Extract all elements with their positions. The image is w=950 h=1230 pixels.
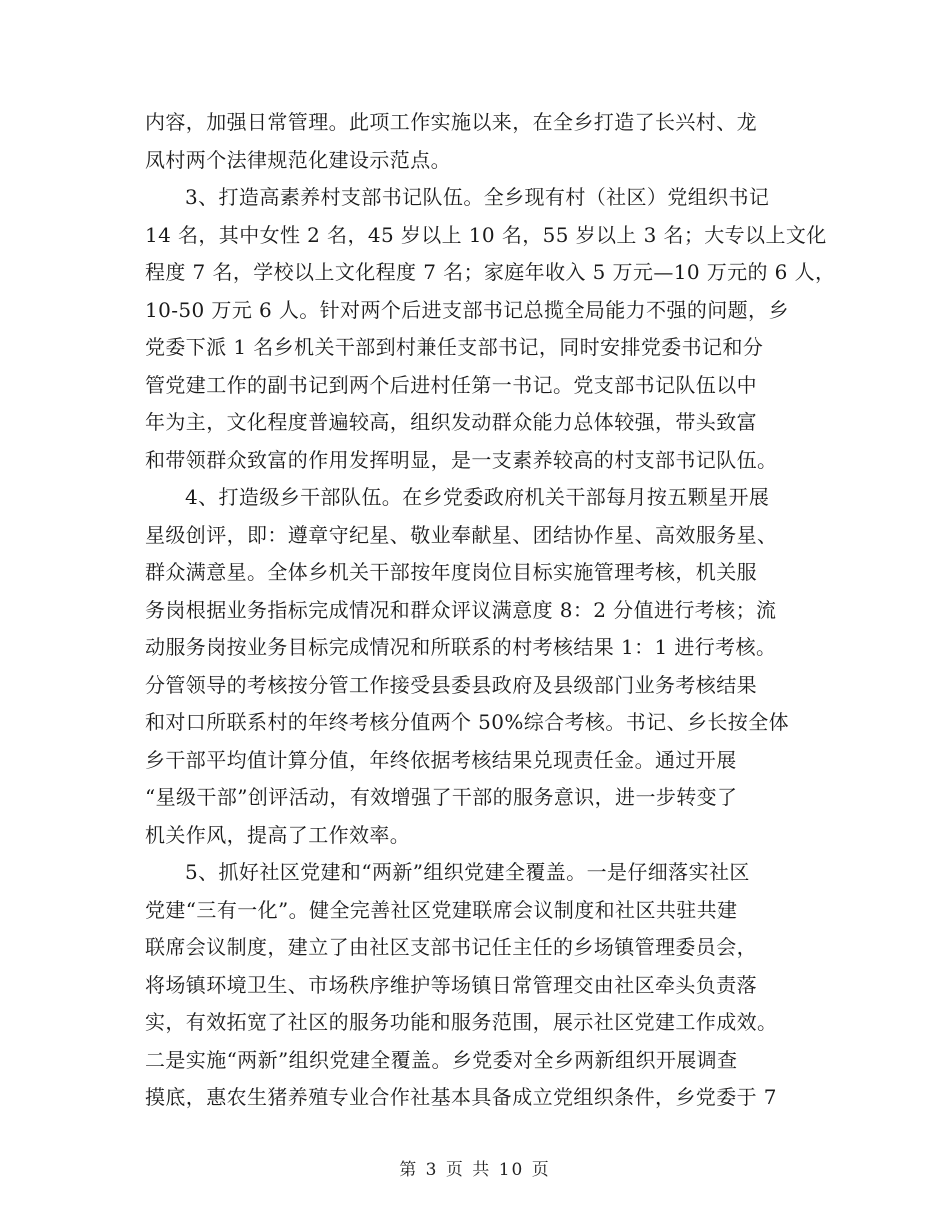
paragraph-4-start: 4、打造级乡干部队伍。在乡党委政府机关干部每月按五颗星开展: [185, 485, 770, 509]
text-line: 星级创评，即：遵章守纪星、敬业奉献星、团结协作星、高效服务星、: [145, 522, 778, 547]
text-line: 党委下派 1 名乡机关干部到村兼任支部书记，同时安排党委书记和分: [145, 335, 764, 359]
text-line: 动服务岗按业务目标完成情况和所联系的村考核结果 1：1 进行考核。: [145, 635, 777, 659]
text-line: 和对口所联系村的年终考核分值两个 50%综合考核。书记、乡长按全体: [145, 710, 790, 734]
paragraph-5-start: 5、抓好社区党建和“两新”组织党建全覆盖。一是仔细落实社区: [185, 860, 750, 884]
text-line: 管党建工作的副书记到两个后进村任第一书记。党支部书记队伍以中: [145, 372, 757, 397]
text-line: 群众满意星。全体乡机关干部按年度岗位目标实施管理考核，机关服: [145, 560, 757, 584]
text-line: 联席会议制度，建立了由社区支部书记任主任的乡场镇管理委员会，: [145, 935, 757, 959]
text-line: 将场镇环境卫生、市场秩序维护等场镇日常管理交由社区牵头负责落: [145, 972, 757, 997]
body-text: [145, 104, 836, 1117]
text-line: 乡干部平均值计算分值，年终依据考核结果兑现责任金。通过开展: [145, 747, 737, 772]
text-line: 年为主，文化程度普遍较高，组织发动群众能力总体较强，带头致富: [145, 410, 757, 434]
text-line: “星级干部”创评活动，有效增强了干部的服务意识，进一步转变了: [145, 785, 738, 809]
text-line: 凤村两个法律规范化建设示范点。: [145, 147, 451, 172]
text-line: 10-50 万元 6 人。针对两个后进支部书记总揽全局能力不强的问题，乡: [145, 297, 789, 322]
text-line: 14 名，其中女性 2 名，45 岁以上 10 名，55 岁以上 3 名；大专以上文化: [145, 222, 827, 247]
text-line: 摸底，惠农生猪养殖专业合作社基本具备成立党组织条件，乡党委于 7: [145, 1085, 777, 1109]
text-line: 党建“三有一化”。健全完善社区党建联席会议制度和社区共驻共建: [145, 897, 738, 922]
text-line: 内容，加强日常管理。此项工作实施以来，在全乡打造了长兴村、龙: [145, 110, 757, 134]
text-line: 机关作风，提高了工作效率。: [145, 822, 411, 847]
text-line: 和带领群众致富的作用发挥明显，是一支素养较高的村支部书记队伍。: [145, 447, 778, 472]
page-number-footer: 第 3 页 共 10 页: [399, 1160, 551, 1180]
text-line: 二是实施“两新”组织党建全覆盖。乡党委对全乡两新组织开展调查: [145, 1047, 738, 1072]
text-line: 实，有效拓宽了社区的服务功能和服务范围，展示社区党建工作成效。: [145, 1010, 778, 1034]
paragraph-3-start: 3、打造高素养村支部书记队伍。全乡现有村（社区）党组织书记: [185, 185, 770, 209]
text-line: 分管领导的考核按分管工作接受县委县政府及县级部门业务考核结果: [145, 672, 757, 697]
text-line: 务岗根据业务指标完成情况和群众评议满意度 8：2 分值进行考核；流: [145, 597, 777, 622]
text-line: 程度 7 名，学校以上文化程度 7 名；家庭年收入 5 万元—10 万元的 6 人，: [145, 260, 836, 284]
